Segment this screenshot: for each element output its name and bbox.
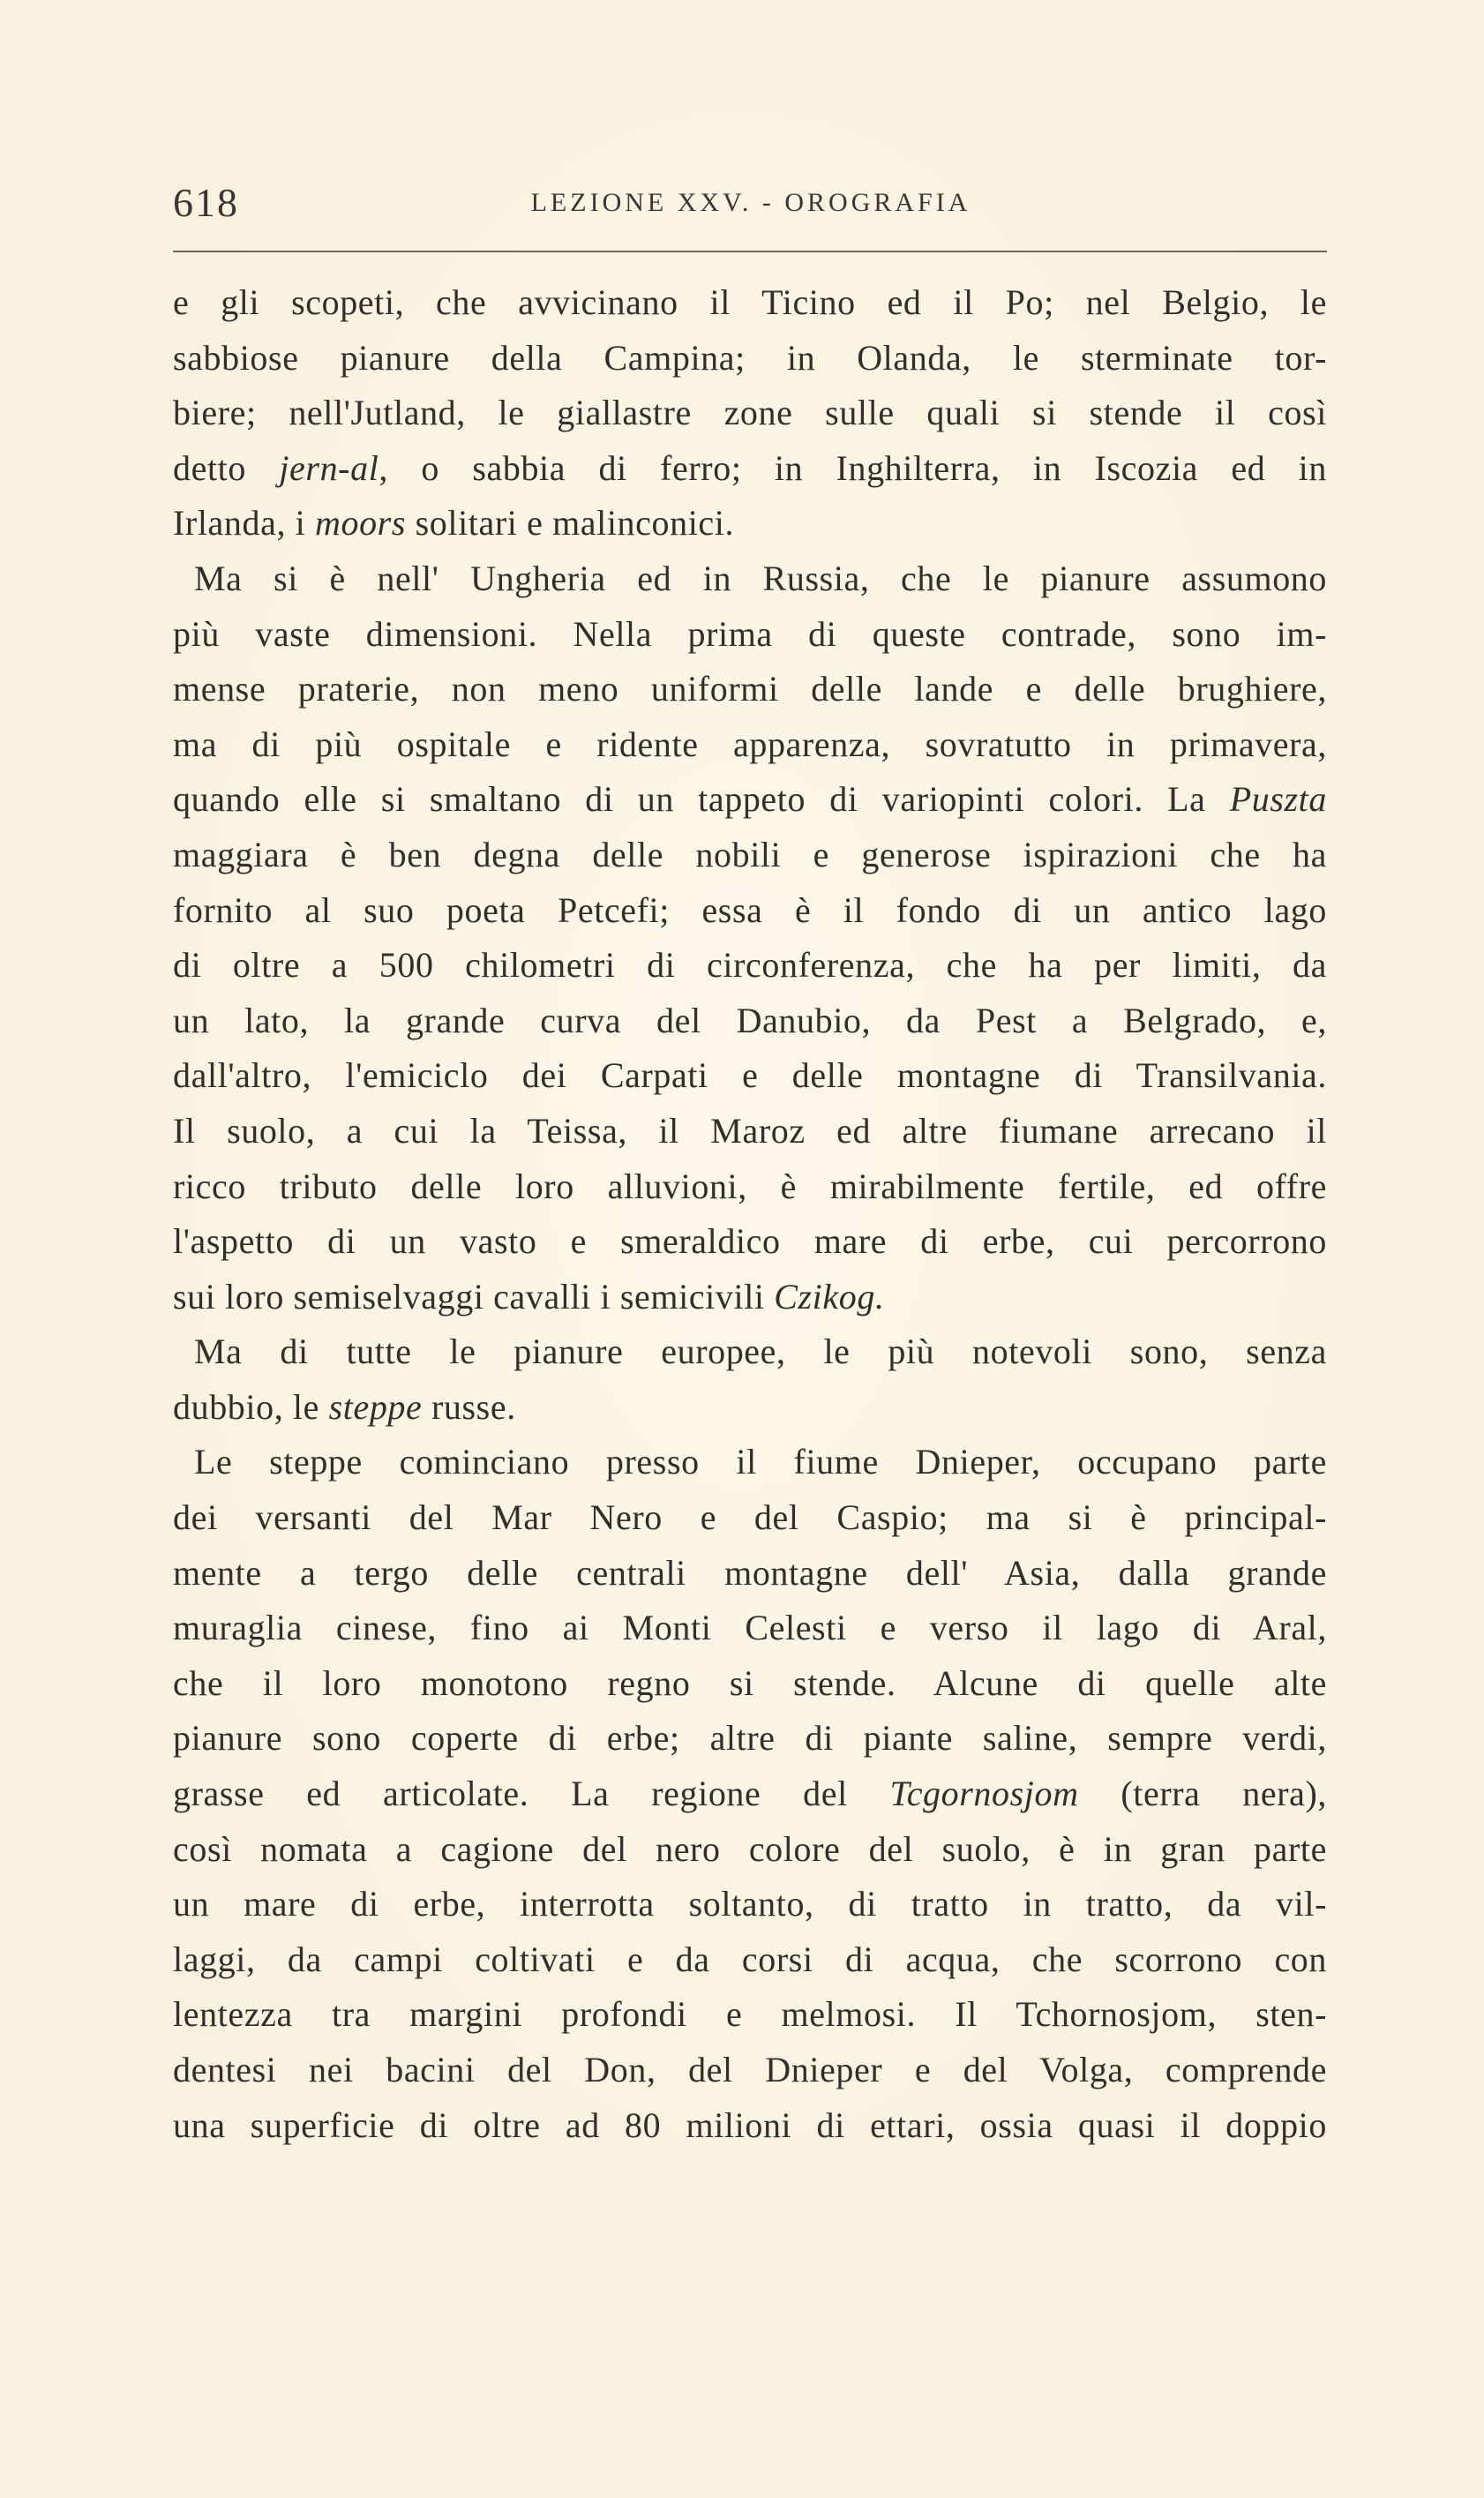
text-line xyxy=(173,1711,1327,1767)
text-run: Ma si è nell' Ungheria ed in Russia, che le pianure assumono xyxy=(194,558,1327,598)
text-line xyxy=(173,551,1327,607)
text-line xyxy=(173,1214,1327,1270)
text-line xyxy=(173,662,1327,717)
text-line xyxy=(173,1435,1327,1490)
text-line xyxy=(173,994,1327,1049)
text-run: russe. xyxy=(422,1386,516,1427)
text-line xyxy=(173,772,1327,828)
text-line xyxy=(173,607,1327,663)
text-line xyxy=(173,386,1327,441)
text-run: mense praterie, non meno uniformi delle lande e delle brughiere, xyxy=(173,669,1327,709)
text-line xyxy=(173,1987,1327,2043)
italic-term: moors xyxy=(314,503,407,544)
text-run: ricco tributo delle loro alluvioni, è mirabilmente fertile, ed offre xyxy=(173,1166,1327,1206)
text-line xyxy=(173,2098,1327,2154)
text-line xyxy=(173,275,1327,331)
text-run: di oltre a 500 chilometri di circonferenza, che ha per limiti, da xyxy=(173,945,1327,986)
italic-term: steppe xyxy=(328,1386,423,1427)
text-run: un lato, la grande curva del Danubio, da Pest a Belgrado, e, xyxy=(173,1000,1327,1040)
text-line xyxy=(173,1601,1327,1656)
running-head: LEZIONE XXV. - OROGRAFIA xyxy=(530,188,971,217)
text-run: dubbio, le xyxy=(173,1386,329,1427)
text-line xyxy=(173,938,1327,994)
text-run: e gli scopeti, che avvicinano il Ticino ed il Po; nel Belgio, le xyxy=(173,282,1327,322)
text-line xyxy=(173,1656,1327,1712)
text-line xyxy=(173,1877,1327,1932)
text-line xyxy=(173,1270,1327,1325)
text-run: Il suolo, a cui la Teissa, il Maroz ed altre fiumane arrecano il xyxy=(173,1110,1327,1151)
text-line xyxy=(173,1822,1327,1878)
text-run: lentezza tra margini profondi e melmosi. Il Tchornosjom, sten- xyxy=(173,1994,1327,2035)
text-run: così nomata a cagione del nero colore del suolo, è in gran parte xyxy=(173,1828,1327,1869)
text-line xyxy=(173,717,1327,773)
body-text xyxy=(173,275,1327,2153)
page-number: 618 xyxy=(173,180,239,225)
text-run: l'aspetto di un vasto e smeraldico mare di erbe, cui percorrono xyxy=(173,1221,1327,1262)
text-line xyxy=(173,2043,1327,2098)
italic-term: Czikog. xyxy=(774,1276,885,1317)
text-run: Le steppe cominciano presso il fiume Dnieper, occupano parte xyxy=(194,1442,1327,1482)
text-run: biere; nell'Jutland, le giallastre zone sulle quali si stende il così xyxy=(173,393,1327,433)
text-run: mente a tergo delle centrali montagne dell' Asia, dalla grande xyxy=(173,1552,1327,1593)
text-line xyxy=(173,1380,1327,1436)
text-line xyxy=(173,883,1327,939)
header-rule xyxy=(173,251,1327,252)
text-line xyxy=(173,1104,1327,1159)
text-line xyxy=(173,1159,1327,1215)
text-run: dentesi nei bacini del Don, del Dnieper e del Volga, comprende xyxy=(173,2050,1327,2089)
text-run: grasse ed articolate. La regione del xyxy=(173,1774,890,1814)
text-run: solitari e malinconici. xyxy=(406,503,735,544)
text-run: sui loro semiselvaggi cavalli i semicivili xyxy=(173,1276,775,1317)
text-run: maggiara è ben degna delle nobili e generose ispirazioni che ha xyxy=(173,834,1327,874)
text-run: (terra nera), xyxy=(1078,1774,1327,1814)
text-line xyxy=(173,1490,1327,1546)
text-line xyxy=(173,1546,1327,1602)
page-header xyxy=(173,176,1329,229)
text-run: fornito al suo poeta Petcefi; essa è il fondo di un antico lago xyxy=(173,889,1327,930)
text-run: ma di più ospitale e ridente apparenza, sovratutto in primavera, xyxy=(173,724,1327,764)
text-line xyxy=(173,828,1327,883)
italic-term: Puszta xyxy=(1229,779,1327,820)
text-line xyxy=(173,496,1327,551)
text-run: un mare di erbe, interrotta soltanto, di tratto in tratto, da vil- xyxy=(173,1884,1327,1924)
text-line xyxy=(173,331,1327,386)
text-run: sabbiose pianure della Campina; in Olanda, le sterminate tor- xyxy=(173,337,1327,378)
text-run: Ma di tutte le pianure europee, le più notevoli sono, senza xyxy=(194,1332,1327,1372)
text-run: dall'altro, l'emiciclo dei Carpati e delle montagne di Transilvania. xyxy=(173,1055,1327,1096)
text-run: pianure sono coperte di erbe; altre di piante saline, sempre verdi, xyxy=(173,1718,1327,1759)
text-run: Irlanda, i xyxy=(173,503,315,544)
text-run: , o sabbia di ferro; in Inghilterra, in Iscozia ed in xyxy=(378,447,1328,488)
text-run: quando elle si smaltano di un tappeto di variopinti colori. La xyxy=(173,779,1230,820)
text-run: detto xyxy=(173,447,280,488)
text-line xyxy=(173,1932,1327,1988)
text-line xyxy=(173,1767,1327,1822)
text-run: dei versanti del Mar Nero e del Caspio; ma si è principal- xyxy=(173,1497,1327,1538)
text-run: più vaste dimensioni. Nella prima di queste contrade, sono im- xyxy=(173,613,1327,654)
text-run: che il loro monotono regno si stende. Alcune di quelle alte xyxy=(173,1662,1327,1703)
text-line xyxy=(173,1048,1327,1104)
text-run: laggi, da campi coltivati e da corsi di acqua, che scorrono con xyxy=(173,1939,1327,1979)
text-run: una superficie di oltre ad 80 milioni di ettari, ossia quasi il doppio xyxy=(173,2104,1327,2145)
text-line xyxy=(173,1324,1327,1380)
text-run: muraglia cinese, fino ai Monti Celesti e verso il lago di Aral, xyxy=(173,1608,1327,1648)
italic-term: jern-al xyxy=(279,447,379,488)
text-line xyxy=(173,441,1327,497)
italic-term: Tcgornosjom xyxy=(889,1774,1079,1814)
